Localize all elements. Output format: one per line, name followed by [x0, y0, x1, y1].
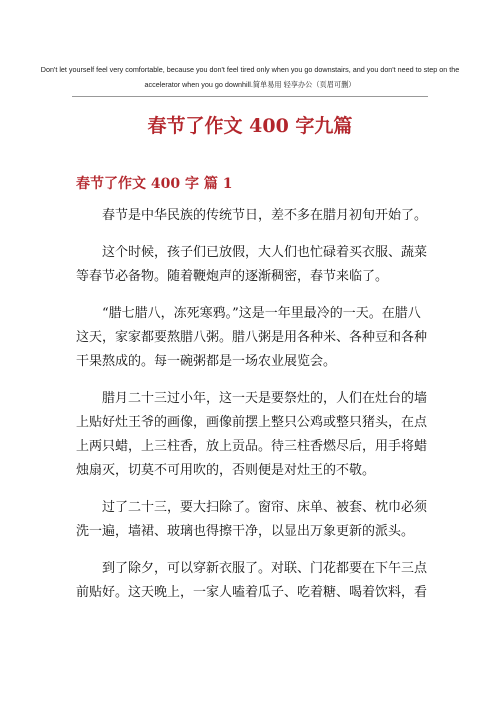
paragraph: 这个时候，孩子们已放假，大人们也忙碌着买衣服、蔬菜等春节必备物。随着鞭炮声的逐渐稠密，春节来临了。: [76, 245, 428, 284]
document-title: 春节了作文 400 字九篇: [147, 115, 353, 137]
paragraph: 腊月二十三过小年，这一天是要祭灶的，人们在灶台的墙上贴好灶王爷的画像，画像前摆上整只公鸡或整只猪头，在点上两只蜡，上三柱香，放上贡品。待三柱香燃尽后，用手将蜡烛扇灭，切莫不可用吹的，否则便是对灶王的不敬。: [76, 391, 428, 478]
paragraph: 过了二十三，要大扫除了。窗帘、床单、被套、枕巾必须洗一遍，墙裙、玻璃也得擦干净，以显出万象更新的派头。: [76, 500, 428, 539]
paragraph: 到了除夕，可以穿新衣服了。对联、门花都要在下午三点前贴好。这天晚上，一家人嗑着瓜子、吃着糖、喝着饮料，看: [76, 561, 428, 600]
paragraph: “腊七腊八，冻死寒鸦。”这是一年里最冷的一天。在腊八这天，家家都要熬腊八粥。腊八粥是用各种米、各种豆和各种干果熬成的。每一碗粥都是一场农业展览会。: [76, 306, 428, 369]
section-heading: 春节了作文 400 字 篇 1: [76, 176, 233, 192]
article-body: [76, 204, 428, 618]
paragraph: 春节是中华民族的传统节日，差不多在腊月初旬开始了。: [102, 208, 428, 223]
header-divider: [72, 96, 428, 97]
page-header-note: Don't let yourself feel very comfortable, because you don't feel tired only when you go downstairs, and you don't need to step on the accelerator when you go downhill.简单易用 轻享办公（页眉可删）: [40, 65, 460, 89]
